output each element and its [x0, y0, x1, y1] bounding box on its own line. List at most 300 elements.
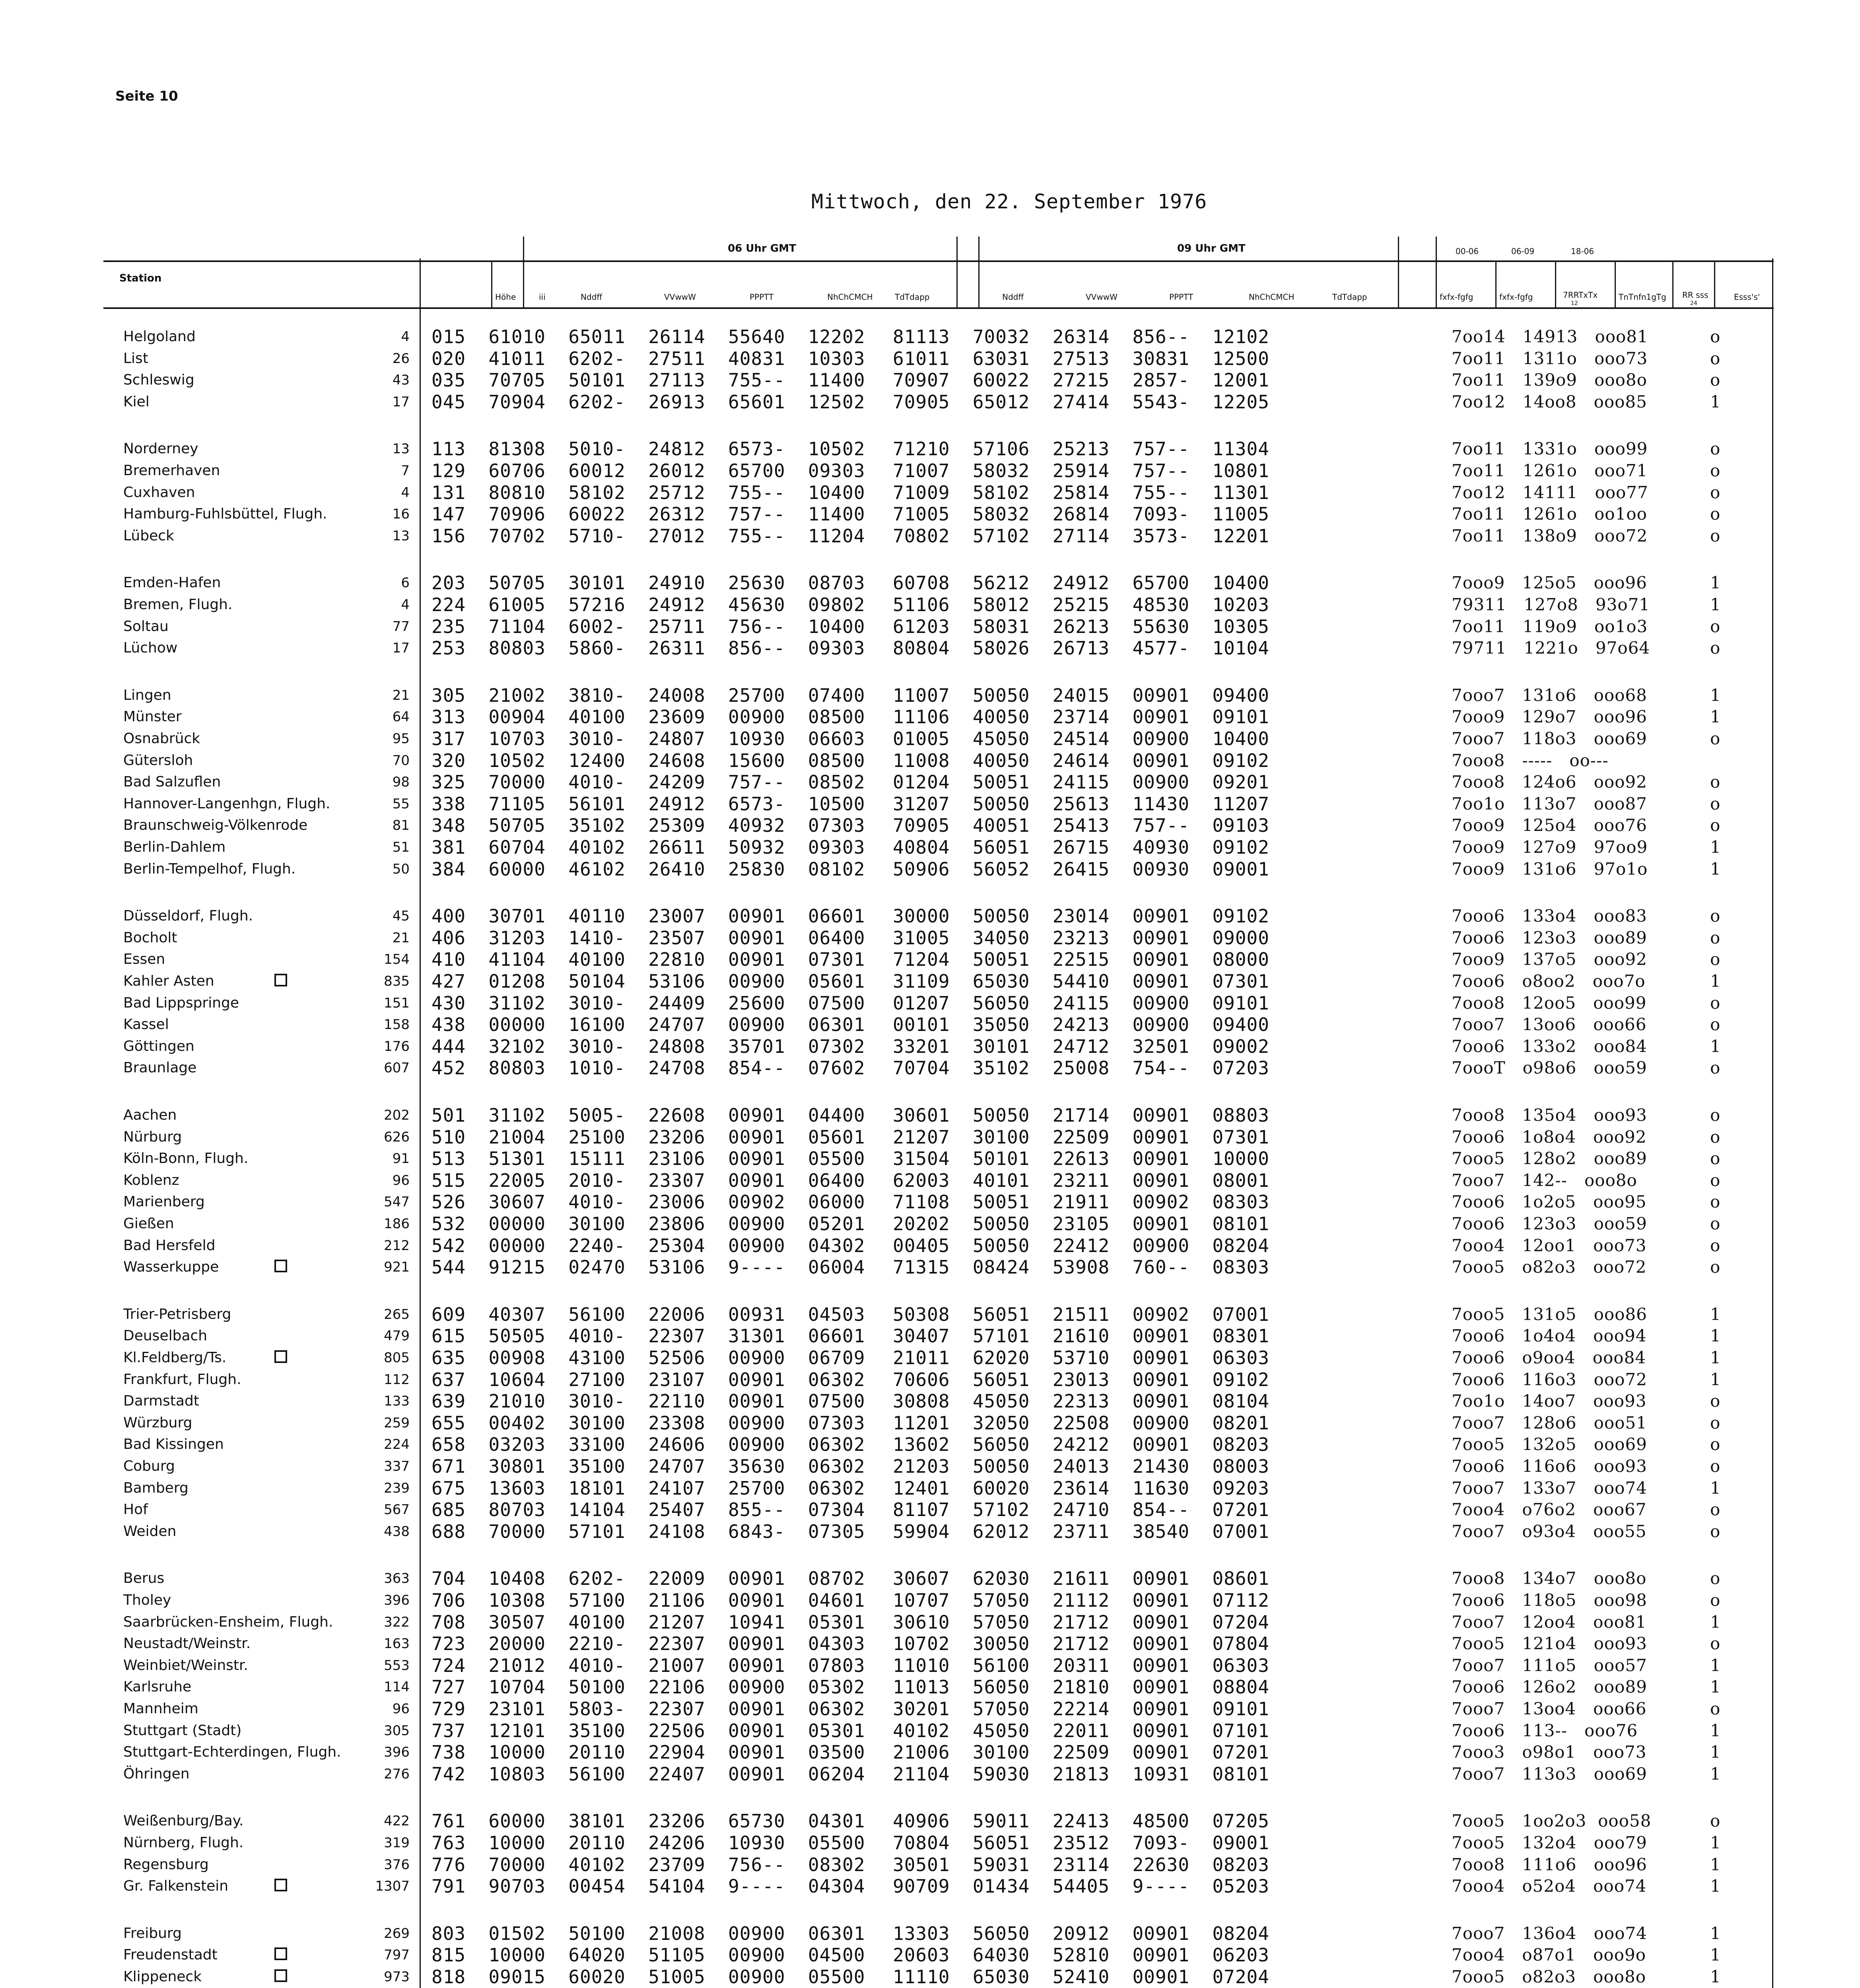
header-col-06-tdtdapp: TdTdapp	[895, 292, 930, 302]
station-height: 337	[384, 1458, 410, 1474]
station-height: 114	[384, 1679, 410, 1695]
header-top-rule	[103, 260, 1774, 262]
station-height: 81	[392, 817, 410, 833]
obs-18-06-extremes: 7oo11 1311o ooo73	[1452, 349, 1648, 368]
header-col-09-nddff: Nddff	[1002, 292, 1024, 302]
obs-06-gmt: 427 01208 50104 53106 00900 05601	[431, 971, 865, 992]
obs-06-gmt: 338 71105 56101 24912 6573- 10500	[431, 793, 865, 815]
obs-18-06-extremes: 7ooo6 123o3 ooo89	[1452, 928, 1647, 947]
obs-06-gmt: 776 70000 40102 23709 756-- 08302	[431, 1854, 865, 1875]
obs-18-06-extremes: 7ooo6 o9oo4 ooo84	[1452, 1348, 1646, 1367]
station-height: 16	[392, 506, 410, 522]
station-name: Karlsruhe	[123, 1679, 192, 1695]
obs-snow-code: o	[1710, 729, 1721, 748]
station-height: 422	[384, 1813, 410, 1829]
obs-06-gmt: 410 41104 40100 22810 00901 07301	[431, 949, 865, 970]
station-name: Wasserkuppe	[123, 1259, 219, 1275]
station-name: Gr. Falkenstein	[123, 1878, 229, 1894]
obs-06-gmt: 348 50705 35102 25309 40932 07303	[431, 815, 865, 836]
obs-snow-code: 1	[1710, 1742, 1721, 1762]
obs-06-gmt: 615 50505 4010- 22307 31301 06601	[431, 1325, 865, 1347]
station-name: Düsseldorf, Flugh.	[123, 908, 253, 924]
station-height: 45	[392, 908, 410, 924]
obs-snow-code: o	[1710, 461, 1721, 480]
obs-09-gmt: 11201 32050 22508 00900 08201	[893, 1412, 1269, 1434]
obs-06-gmt: 235 71104 6002- 25711 756-- 10400	[431, 616, 865, 637]
obs-snow-code: o	[1710, 1634, 1721, 1653]
station-height: 805	[384, 1350, 410, 1366]
station-name: Berlin-Dahlem	[123, 839, 226, 855]
obs-06-gmt: 675 13603 18101 24107 25700 06302	[431, 1477, 865, 1499]
obs-06-gmt: 526 30607 4010- 23006 00902 06000	[431, 1191, 865, 1213]
obs-09-gmt: 80804 58026 26713 4577- 10104	[893, 637, 1269, 659]
obs-18-06-extremes: 7ooo9 131o6 97o1o	[1452, 859, 1648, 879]
header-divider	[523, 237, 524, 308]
obs-18-06-extremes: 7oo14 14913 ooo81	[1452, 327, 1648, 346]
obs-09-gmt: 50308 56051 21511 00902 07001	[893, 1304, 1269, 1325]
obs-18-06-extremes: 7ooo9 125o5 ooo96	[1452, 573, 1647, 592]
obs-18-06-extremes: 7ooo4 o76o2 ooo67	[1452, 1500, 1647, 1519]
obs-snow-code: o	[1710, 526, 1721, 546]
table-row	[0, 1434, 1860, 1455]
mountain-station-square-icon	[274, 1969, 287, 1982]
obs-09-gmt: 40102 45050 22011 00901 07101	[893, 1720, 1269, 1741]
obs-18-06-extremes: 7ooo6 o8oo2 ooo7o	[1452, 971, 1646, 991]
obs-18-06-extremes: 7ooo6 118o5 ooo98	[1452, 1590, 1647, 1610]
station-height: 133	[384, 1393, 410, 1409]
station-name: Braunschweig-Völkenrode	[123, 817, 308, 833]
station-height: 21	[392, 930, 410, 946]
obs-snow-code: 1	[1710, 837, 1721, 857]
table-row	[0, 1633, 1860, 1654]
table-row	[0, 525, 1860, 547]
obs-06-gmt: 156 70702 5710- 27012 755-- 11204	[431, 525, 865, 547]
table-row	[0, 594, 1860, 615]
table-row	[0, 1763, 1860, 1785]
obs-06-gmt: 671 30801 35100 24707 35630 06302	[431, 1456, 865, 1477]
table-row	[0, 572, 1860, 594]
table-row	[0, 348, 1860, 369]
mountain-station-square-icon	[274, 1947, 287, 1960]
obs-06-gmt: 020 41011 6202- 27511 40831 10303	[431, 348, 865, 369]
station-height: 98	[392, 774, 410, 790]
station-height: 259	[384, 1415, 410, 1431]
station-name: Münster	[123, 709, 182, 725]
station-height: 151	[384, 995, 410, 1011]
obs-09-gmt: 71204 50051 22515 00901 08000	[893, 949, 1269, 970]
station-name: Kassel	[123, 1016, 169, 1033]
station-name: Weiden	[123, 1523, 177, 1540]
obs-06-gmt: 406 31203 1410- 23507 00901 06400	[431, 927, 865, 949]
obs-09-gmt: 30201 57050 22214 00901 09101	[893, 1698, 1269, 1720]
table-row	[0, 1191, 1860, 1213]
header-divider	[1495, 260, 1497, 308]
obs-09-gmt: 40804 56051 26715 40930 09102	[893, 837, 1269, 858]
station-name: Marienberg	[123, 1194, 205, 1210]
table-row	[0, 1347, 1860, 1369]
station-height: 55	[392, 796, 410, 812]
obs-18-06-extremes: 7oo11 1261o oo1oo	[1452, 504, 1647, 524]
station-name: Gütersloh	[123, 752, 193, 769]
obs-18-06-extremes: 7oo11 1261o ooo71	[1452, 461, 1648, 480]
obs-06-gmt: 704 10408 6202- 22009 00901 08702	[431, 1568, 865, 1589]
header-station: Station	[119, 272, 162, 284]
header-col-09-vvwww: VVwwW	[1086, 292, 1118, 302]
table-row	[0, 1676, 1860, 1698]
obs-06-gmt: 763 10000 20110 24206 10930 05500	[431, 1832, 865, 1854]
station-name: Nürnberg, Flugh.	[123, 1835, 244, 1851]
header-00-06: 00-06	[1456, 247, 1479, 256]
header-18-06: 18-06	[1571, 247, 1594, 256]
obs-09-gmt: 61011 63031 27513 30831 12500	[893, 348, 1269, 369]
obs-18-06-extremes: 7ooo4 o87o1 ooo9o	[1452, 1945, 1646, 1965]
obs-09-gmt: 61203 58031 26213 55630 10305	[893, 616, 1269, 637]
station-name: Bad Lippspringe	[123, 995, 239, 1011]
obs-09-gmt: 13602 56050 24212 00901 08203	[893, 1434, 1269, 1455]
station-name: Kahler Asten	[123, 973, 214, 989]
obs-18-06-extremes: 7ooo6 133o2 ooo84	[1452, 1037, 1647, 1056]
obs-snow-code: 1	[1710, 1326, 1721, 1345]
station-height: 13	[392, 528, 410, 544]
station-name: Berlin-Tempelhof, Flugh.	[123, 861, 296, 877]
obs-18-06-extremes: 7ooo8 124o6 ooo92	[1452, 772, 1647, 792]
obs-06-gmt: 305 21002 3810- 24008 25700 07400	[431, 685, 865, 706]
obs-snow-code: o	[1710, 638, 1721, 658]
obs-snow-code: 1	[1710, 595, 1721, 614]
table-row	[0, 1390, 1860, 1412]
station-height: 363	[384, 1571, 410, 1586]
obs-06-gmt: 438 00000 16100 24707 00900 06301	[431, 1014, 865, 1035]
obs-09-gmt: 11010 56100 20311 00901 06303	[893, 1655, 1269, 1676]
obs-09-gmt: 70704 35102 25008 754-- 07203	[893, 1057, 1269, 1079]
obs-06-gmt: 639 21010 3010- 22110 00901 07500	[431, 1390, 865, 1412]
obs-18-06-extremes: 7ooo4 12oo1 ooo73	[1452, 1236, 1647, 1255]
obs-snow-code: o	[1710, 928, 1721, 947]
header-col-06-nddff: Nddff	[581, 292, 603, 302]
station-name: Lüchow	[123, 640, 178, 656]
table-row	[0, 1655, 1860, 1676]
obs-09-gmt: 71108 50051 21911 00902 08303	[893, 1191, 1269, 1213]
station-height: 973	[384, 1969, 410, 1985]
obs-snow-code: o	[1710, 1811, 1721, 1831]
station-name: Weinbiet/Weinstr.	[123, 1657, 248, 1673]
mountain-station-square-icon	[274, 1260, 287, 1272]
obs-snow-code: 1	[1710, 707, 1721, 726]
obs-09-gmt: 11008 40050 24614 00901 09102	[893, 750, 1269, 771]
obs-snow-code: 1	[1710, 1348, 1721, 1367]
obs-18-06-extremes: 7ooo3 o98o1 ooo73	[1452, 1742, 1647, 1762]
obs-06-gmt: 724 21012 4010- 21007 00901 07803	[431, 1655, 865, 1676]
obs-18-06-extremes: 7ooo7 13oo6 ooo66	[1452, 1015, 1647, 1034]
obs-snow-code: 1	[1710, 1855, 1721, 1874]
table-header	[103, 241, 1774, 312]
obs-snow-code: 1	[1710, 685, 1721, 705]
obs-snow-code: o	[1710, 1699, 1721, 1718]
station-name: Bad Salzuflen	[123, 774, 221, 790]
table-row	[0, 1720, 1860, 1741]
obs-06-gmt: 542 00000 2240- 25304 00900 04302	[431, 1235, 865, 1256]
station-height: 154	[384, 951, 410, 967]
table-row	[0, 992, 1860, 1014]
station-name: Göttingen	[123, 1038, 194, 1054]
header-sub-24: 24	[1690, 300, 1697, 307]
header-col-09-clouds: NhChCMCH	[1249, 292, 1294, 302]
obs-snow-code: 1	[1710, 1764, 1721, 1784]
obs-06-gmt: 384 60000 46102 26410 25830 08102	[431, 858, 865, 880]
table-row	[0, 616, 1860, 637]
obs-09-gmt: 51106 58012 25215 48530 10203	[893, 594, 1269, 615]
table-row	[0, 815, 1860, 836]
header-divider	[978, 237, 980, 308]
obs-18-06-extremes: 7oo12 14111 ooo77	[1452, 483, 1648, 502]
station-height: 64	[392, 709, 410, 725]
obs-09-gmt: 30000 50050 23014 00901 09102	[893, 905, 1269, 927]
obs-09-gmt: 11110 65030 52410 00901 07204	[893, 1966, 1269, 1988]
station-height: 269	[384, 1926, 410, 1941]
obs-snow-code: o	[1710, 1569, 1721, 1588]
obs-snow-code: o	[1710, 1015, 1721, 1034]
table-row	[0, 1014, 1860, 1035]
table-row	[0, 1966, 1860, 1988]
station-height: 396	[384, 1744, 410, 1760]
station-name: Stuttgart (Stadt)	[123, 1722, 242, 1739]
obs-snow-code: 1	[1710, 859, 1721, 879]
obs-18-06-extremes: 7ooo5 121o4 ooo93	[1452, 1634, 1647, 1653]
station-name: Lingen	[123, 687, 171, 703]
obs-snow-code: o	[1710, 1413, 1721, 1433]
mountain-station-square-icon	[274, 1350, 287, 1363]
obs-06-gmt: 203 50705 30101 24910 25630 08703	[431, 572, 865, 594]
station-name: Köln-Bonn, Flugh.	[123, 1150, 249, 1167]
table-row	[0, 1944, 1860, 1966]
station-name: Weißenburg/Bay.	[123, 1813, 244, 1829]
station-height: 265	[384, 1307, 410, 1322]
date-line: Mittwoch, den 22. September 1976	[811, 190, 1207, 213]
obs-snow-code: o	[1710, 1214, 1721, 1233]
obs-06-gmt: 742 10803 56100 22407 00901 06204	[431, 1763, 865, 1785]
obs-snow-code: o	[1710, 1257, 1721, 1277]
station-height: 112	[384, 1372, 410, 1388]
station-name: Norderney	[123, 441, 198, 457]
obs-06-gmt: 737 12101 35100 22506 00901 05301	[431, 1720, 865, 1741]
obs-06-gmt: 129 60706 60012 26012 65700 09303	[431, 460, 865, 481]
obs-06-gmt: 513 51301 15111 23106 00901 05500	[431, 1148, 865, 1169]
obs-18-06-extremes: 7oo11 1331o ooo99	[1452, 439, 1648, 458]
station-name: Koblenz	[123, 1172, 179, 1188]
table-row	[0, 460, 1860, 481]
obs-06-gmt: 532 00000 30100 23806 00900 05201	[431, 1213, 865, 1235]
obs-09-gmt: 30607 62030 21611 00901 08601	[893, 1568, 1269, 1589]
header-iii: iii	[539, 292, 546, 302]
obs-06-gmt: 317 10703 3010- 24807 10930 06603	[431, 728, 865, 749]
obs-06-gmt: 791 90703 00454 54104 9---- 04304	[431, 1875, 865, 1897]
station-height: 224	[384, 1437, 410, 1452]
obs-18-06-extremes: 7ooo8 12oo5 ooo99	[1452, 993, 1647, 1013]
obs-06-gmt: 708 30507 40100 21207 10941 05301	[431, 1611, 865, 1633]
header-col-esss: Esss's'	[1734, 292, 1760, 302]
obs-09-gmt: 71210 57106 25213 757-- 11304	[893, 438, 1269, 460]
obs-snow-code: o	[1710, 949, 1721, 969]
obs-09-gmt: 60708 56212 24912 65700 10400	[893, 572, 1269, 594]
obs-09-gmt: 33201 30101 24712 32501 09002	[893, 1036, 1269, 1057]
table-row	[0, 1875, 1860, 1897]
header-group-06: 06 Uhr GMT	[728, 243, 796, 254]
table-row	[0, 1304, 1860, 1325]
obs-18-06-extremes: 79711 1221o 97o64	[1452, 638, 1650, 658]
station-name: Saarbrücken-Ensheim, Flugh.	[123, 1614, 333, 1630]
obs-18-06-extremes: 7ooo7 133o7 ooo74	[1452, 1478, 1647, 1498]
station-height: 322	[384, 1614, 410, 1630]
obs-snow-code: 1	[1710, 1924, 1721, 1943]
station-name: Bremen, Flugh.	[123, 596, 233, 613]
obs-snow-code: o	[1710, 1127, 1721, 1147]
station-height: 26	[392, 351, 410, 367]
obs-snow-code: o	[1710, 1171, 1721, 1190]
obs-09-gmt: 30501 59031 23114 22630 08203	[893, 1854, 1269, 1875]
obs-09-gmt: 71007 58032 25914 757-- 10801	[893, 460, 1269, 481]
obs-snow-code: 1	[1710, 1677, 1721, 1697]
station-height: 626	[384, 1129, 410, 1145]
station-name: Neustadt/Weinstr.	[123, 1635, 251, 1652]
station-height: 17	[392, 640, 410, 656]
table-row	[0, 1521, 1860, 1542]
obs-snow-code: o	[1710, 1456, 1721, 1476]
obs-09-gmt: 70905 40051 25413 757-- 09103	[893, 815, 1269, 836]
station-name: Trier-Petrisberg	[123, 1306, 231, 1322]
station-height: 17	[392, 394, 410, 410]
obs-18-06-extremes: 7ooo8 ----- oo---	[1452, 751, 1609, 770]
obs-06-gmt: 515 22005 2010- 23307 00901 06400	[431, 1170, 865, 1191]
station-name: Würzburg	[123, 1415, 192, 1431]
header-divider	[956, 237, 958, 308]
header-hoehe: Höhe	[495, 292, 516, 302]
station-height: 7	[401, 463, 410, 479]
obs-18-06-extremes: 7ooo9 127o9 97oo9	[1452, 837, 1648, 857]
station-name: Kiel	[123, 394, 150, 410]
obs-09-gmt: 21203 50050 24013 21430 08003	[893, 1456, 1269, 1477]
obs-06-gmt: 727 10704 50100 22106 00900 05302	[431, 1676, 865, 1698]
obs-09-gmt: 00405 50050 22412 00900 08204	[893, 1235, 1269, 1256]
obs-09-gmt: 50906 56052 26415 00930 09001	[893, 858, 1269, 880]
table-row	[0, 1810, 1860, 1832]
obs-snow-code: 1	[1710, 971, 1721, 991]
obs-06-gmt: 544 91215 02470 53106 9---- 06004	[431, 1256, 865, 1278]
obs-09-gmt: 30601 50050 21714 00901 08803	[893, 1105, 1269, 1126]
obs-09-gmt: 01204 50051 24115 00900 09201	[893, 771, 1269, 793]
table-row	[0, 1148, 1860, 1169]
header-sub-12: 12	[1571, 300, 1578, 307]
table-row	[0, 685, 1860, 706]
station-name: Deuselbach	[123, 1328, 208, 1344]
station-height: 77	[392, 619, 410, 635]
table-row	[0, 1568, 1860, 1589]
station-name: Soltau	[123, 618, 169, 635]
header-col-fxfx-00-06: fxfx-fgfg	[1440, 292, 1473, 302]
table-row	[0, 793, 1860, 815]
obs-snow-code: o	[1710, 439, 1721, 458]
table-row	[0, 482, 1860, 503]
table-row	[0, 1235, 1860, 1256]
obs-18-06-extremes: 7ooo7 111o5 ooo57	[1452, 1656, 1647, 1675]
station-height: 6	[401, 575, 410, 591]
station-name: Öhringen	[123, 1766, 190, 1782]
obs-06-gmt: 501 31102 5005- 22608 00901 04400	[431, 1105, 865, 1126]
header-divider	[1555, 260, 1556, 308]
table-row	[0, 728, 1860, 749]
obs-18-06-extremes: 7ooo9 125o4 ooo76	[1452, 815, 1647, 835]
station-height: 50	[392, 861, 410, 877]
station-name: Nürburg	[123, 1129, 182, 1145]
obs-18-06-extremes: 7ooo5 132o4 ooo79	[1452, 1833, 1647, 1852]
obs-06-gmt: 510 21004 25100 23206 00901 05601	[431, 1126, 865, 1148]
station-height: 319	[384, 1835, 410, 1851]
obs-09-gmt: 81113 70032 26314 856-- 12102	[893, 326, 1269, 348]
obs-06-gmt: 400 30701 40110 23007 00901 06601	[431, 905, 865, 927]
station-name: Freiburg	[123, 1925, 182, 1941]
obs-18-06-extremes: 7ooo6 116o6 ooo93	[1452, 1456, 1647, 1476]
obs-18-06-extremes: 7ooo5 1oo2o3 ooo58	[1452, 1811, 1652, 1831]
obs-09-gmt: 30808 45050 22313 00901 08104	[893, 1390, 1269, 1412]
station-height: 212	[384, 1238, 410, 1254]
header-bottom-rule	[103, 307, 1774, 309]
obs-18-06-extremes: 7ooo7 118o3 ooo69	[1452, 729, 1647, 748]
obs-snow-code: 1	[1710, 573, 1721, 592]
station-name: Frankfurt, Flugh.	[123, 1371, 241, 1388]
station-height: 4	[401, 485, 410, 501]
obs-09-gmt: 20202 50050 23105 00901 08101	[893, 1213, 1269, 1235]
station-name: Freudenstadt	[123, 1947, 218, 1963]
obs-09-gmt: 31207 50050 25613 11430 11207	[893, 793, 1269, 815]
obs-18-06-extremes: 7oo11 138o9 ooo72	[1452, 526, 1648, 546]
station-name: Kl.Feldberg/Ts.	[123, 1349, 227, 1366]
station-name: Bocholt	[123, 930, 177, 946]
obs-06-gmt: 045 70904 6202- 26913 65601 12502	[431, 391, 865, 413]
obs-06-gmt: 658 03203 33100 24606 00900 06302	[431, 1434, 865, 1455]
station-name: Mannheim	[123, 1701, 198, 1717]
station-name: List	[123, 350, 148, 367]
obs-snow-code: 1	[1710, 1478, 1721, 1498]
obs-18-06-extremes: 7ooo4 o52o4 ooo74	[1452, 1876, 1647, 1896]
station-height: 158	[384, 1017, 410, 1033]
station-name: Braunlage	[123, 1060, 197, 1076]
obs-06-gmt: 131 80810 58102 25712 755-- 10400	[431, 482, 865, 503]
obs-06-gmt: 815 10000 64020 51105 00900 04500	[431, 1944, 865, 1966]
table-row	[0, 905, 1860, 927]
station-height: 176	[384, 1039, 410, 1054]
obs-snow-code: o	[1710, 504, 1721, 524]
obs-18-06-extremes: 7ooo5 o82o3 ooo72	[1452, 1257, 1647, 1277]
station-name: Gießen	[123, 1215, 174, 1232]
station-height: 95	[392, 731, 410, 747]
table-row	[0, 1036, 1860, 1057]
table-row	[0, 1105, 1860, 1126]
obs-snow-code: o	[1710, 1522, 1721, 1541]
obs-06-gmt: 706 10308 57100 21106 00901 04601	[431, 1590, 865, 1611]
obs-09-gmt: 31109 65030 54410 00901 07301	[893, 971, 1269, 992]
obs-18-06-extremes: 7ooo5 132o5 ooo69	[1452, 1435, 1647, 1454]
obs-18-06-extremes: 7ooo6 1o4o4 ooo94	[1452, 1326, 1647, 1345]
header-divider	[1714, 260, 1715, 308]
table-row	[0, 837, 1860, 858]
station-height: 305	[384, 1723, 410, 1739]
station-height: 91	[392, 1151, 410, 1167]
obs-09-gmt: 71315 08424 53908 760-- 08303	[893, 1256, 1269, 1278]
obs-snow-code: 1	[1710, 1612, 1721, 1632]
table-row	[0, 1213, 1860, 1235]
obs-snow-code: o	[1710, 483, 1721, 502]
station-height: 96	[392, 1701, 410, 1717]
table-row	[0, 1923, 1860, 1944]
